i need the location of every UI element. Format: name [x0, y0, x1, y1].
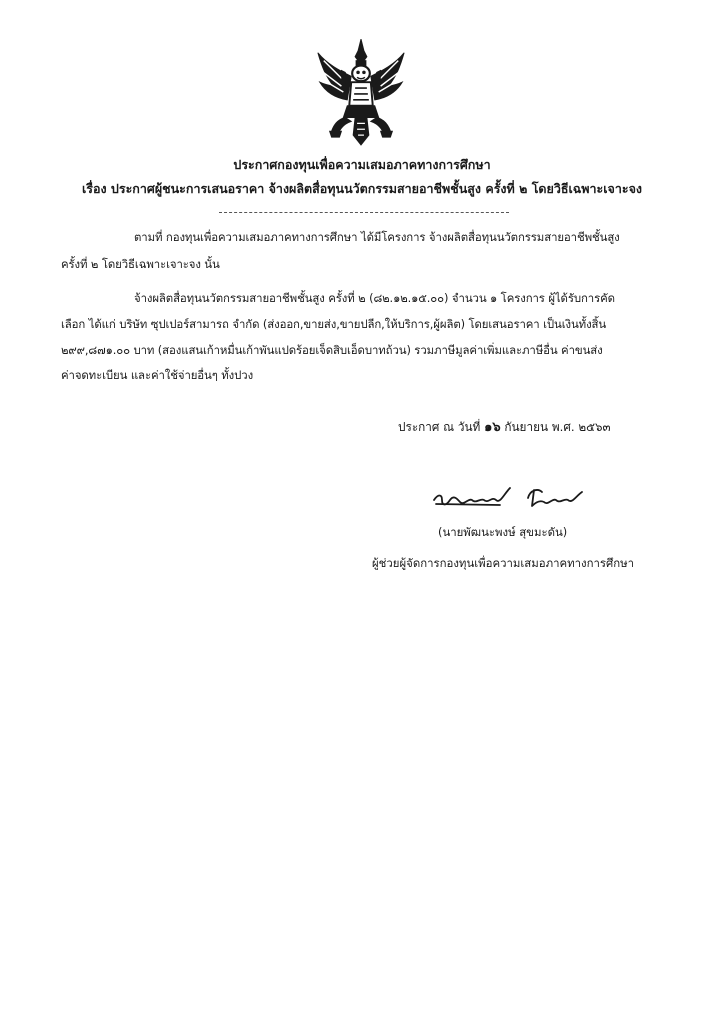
body-line: ๒๙๙,๘๗๑.๐๐ บาท (สองแสนเก้าหมื่นเก้าพันแปดร้อยเจ็ดสิบเอ็ดบาทถ้วน) รวมภาษีมูลค่าเพิ่มและภาษีอื่น ค่าขนส่ง — [61, 343, 603, 357]
document-subject: เรื่อง ประกาศผู้ชนะการเสนอราคา จ้างผลิตสื่อทุนนวัตกรรมสายอาชีพชั้นสูง ครั้งที่ ๒ โดยวิธีเฉพาะเจาะจง — [81, 181, 643, 196]
body-line: ค่าจดทะเบียน และค่าใช้จ่ายอื่นๆ ทั้งปวง — [61, 368, 254, 382]
body-line: ครั้งที่ ๒ โดยวิธีเฉพาะเจาะจง นั้น — [61, 257, 220, 271]
body-line: เลือก ได้แก่ บริษัท ซุปเปอร์สามารถ จำกัด (ส่งออก,ขายส่ง,ขายปลีก,ให้บริการ,ผู้ผลิต) โดยเสนอราคา เป็นเงินทั้งสิ้น — [61, 317, 607, 331]
signer-title: ผู้ช่วยผู้จัดการกองทุนเพื่อความเสมอภาคทางการศึกษา — [372, 556, 635, 570]
announcement-date — [398, 416, 611, 437]
body-line: ตามที่ กองทุนเพื่อความเสมอภาคทางการศึกษา ได้มีโครงการ จ้างผลิตสื่อทุนนวัตกรรมสายอาชีพชั้นสูง — [134, 230, 620, 244]
garuda-emblem-icon — [312, 36, 410, 148]
announcement-prefix: ประกาศ ณ วันที่ — [398, 420, 481, 434]
document-title: ประกาศกองทุนเพื่อความเสมอภาคทางการศึกษา — [233, 157, 491, 172]
announcement-day: ๑๖ — [484, 420, 501, 435]
announcement-month-year: กันยายน พ.ศ. ๒๕๖๓ — [504, 420, 611, 434]
dashed-divider — [219, 212, 509, 213]
signer-name: (นายพัฒนะพงษ์ สุขมะดัน) — [438, 525, 568, 539]
body-line: จ้างผลิตสื่อทุนนวัตกรรมสายอาชีพชั้นสูง ครั้งที่ ๒ (๘๒.๑๒.๑๕.๐๐) จำนวน ๑ โครงการ ผู้ได้รับการคัด — [134, 291, 615, 305]
handwritten-signature-icon — [430, 480, 590, 514]
